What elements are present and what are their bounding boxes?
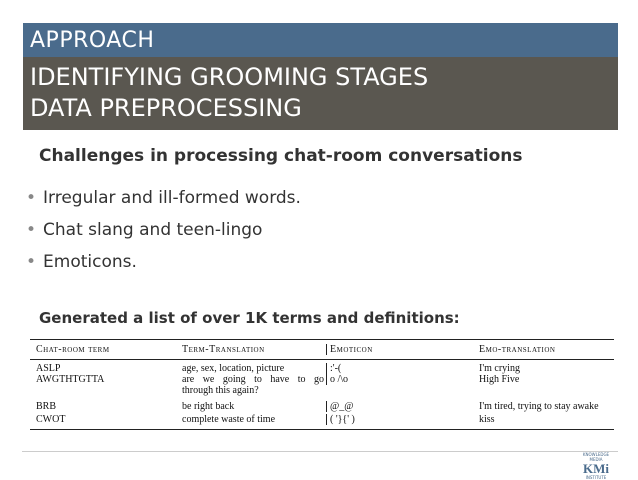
table-cell-emo-translation: kiss bbox=[479, 414, 495, 425]
logo-bottom-text: INSTITUTE bbox=[585, 475, 607, 480]
section-label: APPROACH bbox=[30, 28, 155, 53]
slide-title-banner bbox=[23, 57, 618, 130]
table-cell-translation: are we going to have to go bbox=[182, 374, 324, 385]
table-header-term: Chat-room term bbox=[36, 344, 110, 355]
table-cell-emoticon: :'-( bbox=[326, 363, 341, 374]
bullet-dot-icon: • bbox=[26, 220, 37, 240]
slide-title-line1: IDENTIFYING GROOMING STAGES bbox=[30, 63, 429, 91]
table-cell-translation: be right back bbox=[182, 401, 235, 412]
table-cell-term: BRB bbox=[36, 401, 57, 412]
bullet-text: Chat slang and teen-lingo bbox=[43, 220, 263, 240]
table-cell-emo-translation: I'm tired, trying to stay awake bbox=[479, 401, 599, 412]
table-header-translation: Term-Translation bbox=[182, 344, 265, 355]
kmi-logo bbox=[578, 452, 614, 480]
bullet-dot-icon: • bbox=[26, 188, 37, 208]
table-header-rule bbox=[30, 359, 614, 360]
table-cell-translation: age, sex, location, picture bbox=[182, 363, 285, 374]
table-cell-emoticon: o /\o bbox=[326, 374, 348, 385]
generated-terms-text: Generated a list of over 1K terms and definitions: bbox=[39, 309, 460, 327]
table-cell-emoticon: ( '}{' ) bbox=[326, 414, 355, 425]
table-cell-term: AWGTHTGTTA bbox=[36, 374, 105, 385]
table-header-emo-translation: Emo-translation bbox=[479, 344, 556, 355]
terms-table bbox=[30, 339, 614, 435]
logo-main-text: KMi bbox=[583, 461, 609, 476]
slide-title-line2: DATA PREPROCESSING bbox=[30, 94, 302, 122]
table-cell-emoticon: @_@ bbox=[326, 401, 353, 412]
section-header bbox=[23, 23, 618, 57]
bullet-text: Irregular and ill-formed words. bbox=[43, 188, 301, 208]
footer-divider bbox=[22, 451, 618, 452]
bullet-text: Emoticons. bbox=[43, 252, 137, 272]
table-cell-emo-translation: I'm crying bbox=[479, 363, 520, 374]
table-top-rule bbox=[30, 339, 614, 340]
table-header-emoticon: Emoticon bbox=[326, 344, 373, 355]
table-cell-translation: complete waste of time bbox=[182, 414, 276, 425]
table-cell-translation: through this again? bbox=[182, 385, 259, 396]
bullet-dot-icon: • bbox=[26, 252, 37, 272]
table-cell-term: ASLP bbox=[36, 363, 61, 374]
table-cell-term: CWOT bbox=[36, 414, 66, 425]
bullet-list bbox=[26, 188, 301, 284]
slide-subtitle: Challenges in processing chat-room conversations bbox=[39, 146, 523, 166]
table-bottom-rule bbox=[30, 429, 614, 430]
bullet-item bbox=[26, 220, 301, 252]
logo-top-text: KNOWLEDGE MEDIA bbox=[582, 452, 610, 462]
bullet-item bbox=[26, 188, 301, 220]
table-cell-emo-translation: High Five bbox=[479, 374, 520, 385]
bullet-item bbox=[26, 252, 301, 284]
